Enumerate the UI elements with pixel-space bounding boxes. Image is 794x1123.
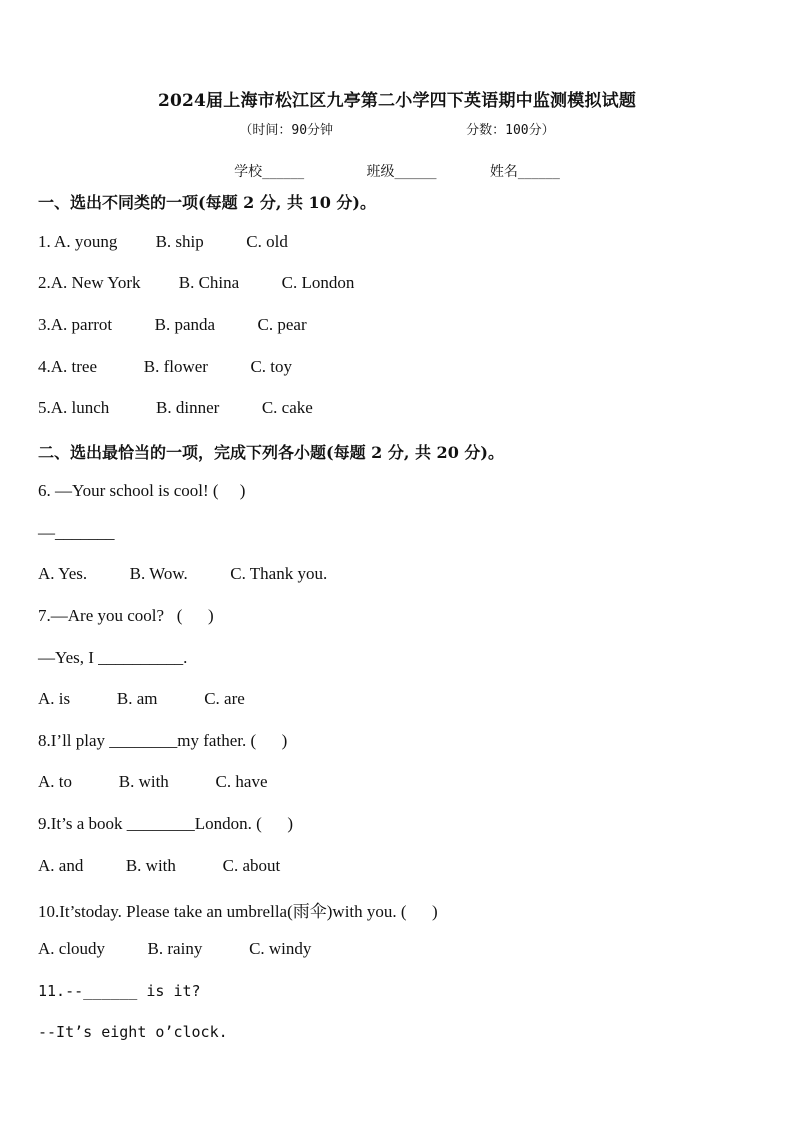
question-4: 4.A. tree B. flower C. toy — [38, 357, 293, 376]
section-2-heading: 二、选出最恰当的一项，完成下列各小题(每题 2 分, 共 20 分)。 — [38, 443, 504, 462]
question-7: 7.—Are you cool? ( ) — [38, 606, 214, 625]
question-10-options: A. cloudy B. rainy C. windy — [38, 939, 312, 958]
question-5: 5.A. lunch B. dinner C. cake — [38, 398, 313, 417]
question-10: 10.It’stoday. Please take an umbrella(雨伞)with you. ( ) — [38, 902, 438, 921]
page-title: 2024届上海市松江区九亭第二小学四下英语期中监测模拟试题 — [157, 91, 637, 111]
question-7-options: A. is B. am C. are — [38, 689, 245, 708]
question-1: 1. A. young B. ship C. old — [38, 232, 288, 251]
question-11: 11.--______ is it? — [38, 982, 201, 1000]
question-3: 3.A. parrot B. panda C. pear — [38, 315, 307, 334]
question-6: 6. —Your school is cool! ( ) — [38, 481, 246, 500]
question-7-answer-line: —Yes, I __________. — [38, 648, 188, 667]
question-11-answer-line: --It’s eight o’clock. — [38, 1023, 228, 1041]
question-6-answer-line: —_______ — [38, 523, 115, 542]
question-8: 8.I’ll play ________my father. ( ) — [38, 731, 288, 750]
question-8-options: A. to B. with C. have — [38, 772, 268, 791]
question-2: 2.A. New York B. China C. London — [38, 273, 355, 292]
question-6-options: A. Yes. B. Wow. C. Thank you. — [38, 564, 328, 583]
question-9-options: A. and B. with C. about — [38, 856, 281, 875]
exam-meta: （时间：90分钟 分数：100分） — [239, 123, 555, 138]
section-1-heading: 一、选出不同类的一项(每题 2 分, 共 10 分)。 — [38, 193, 376, 212]
student-info-fields: 学校______ 班级______ 姓名______ — [234, 164, 560, 180]
question-9: 9.It’s a book ________London. ( ) — [38, 814, 293, 833]
